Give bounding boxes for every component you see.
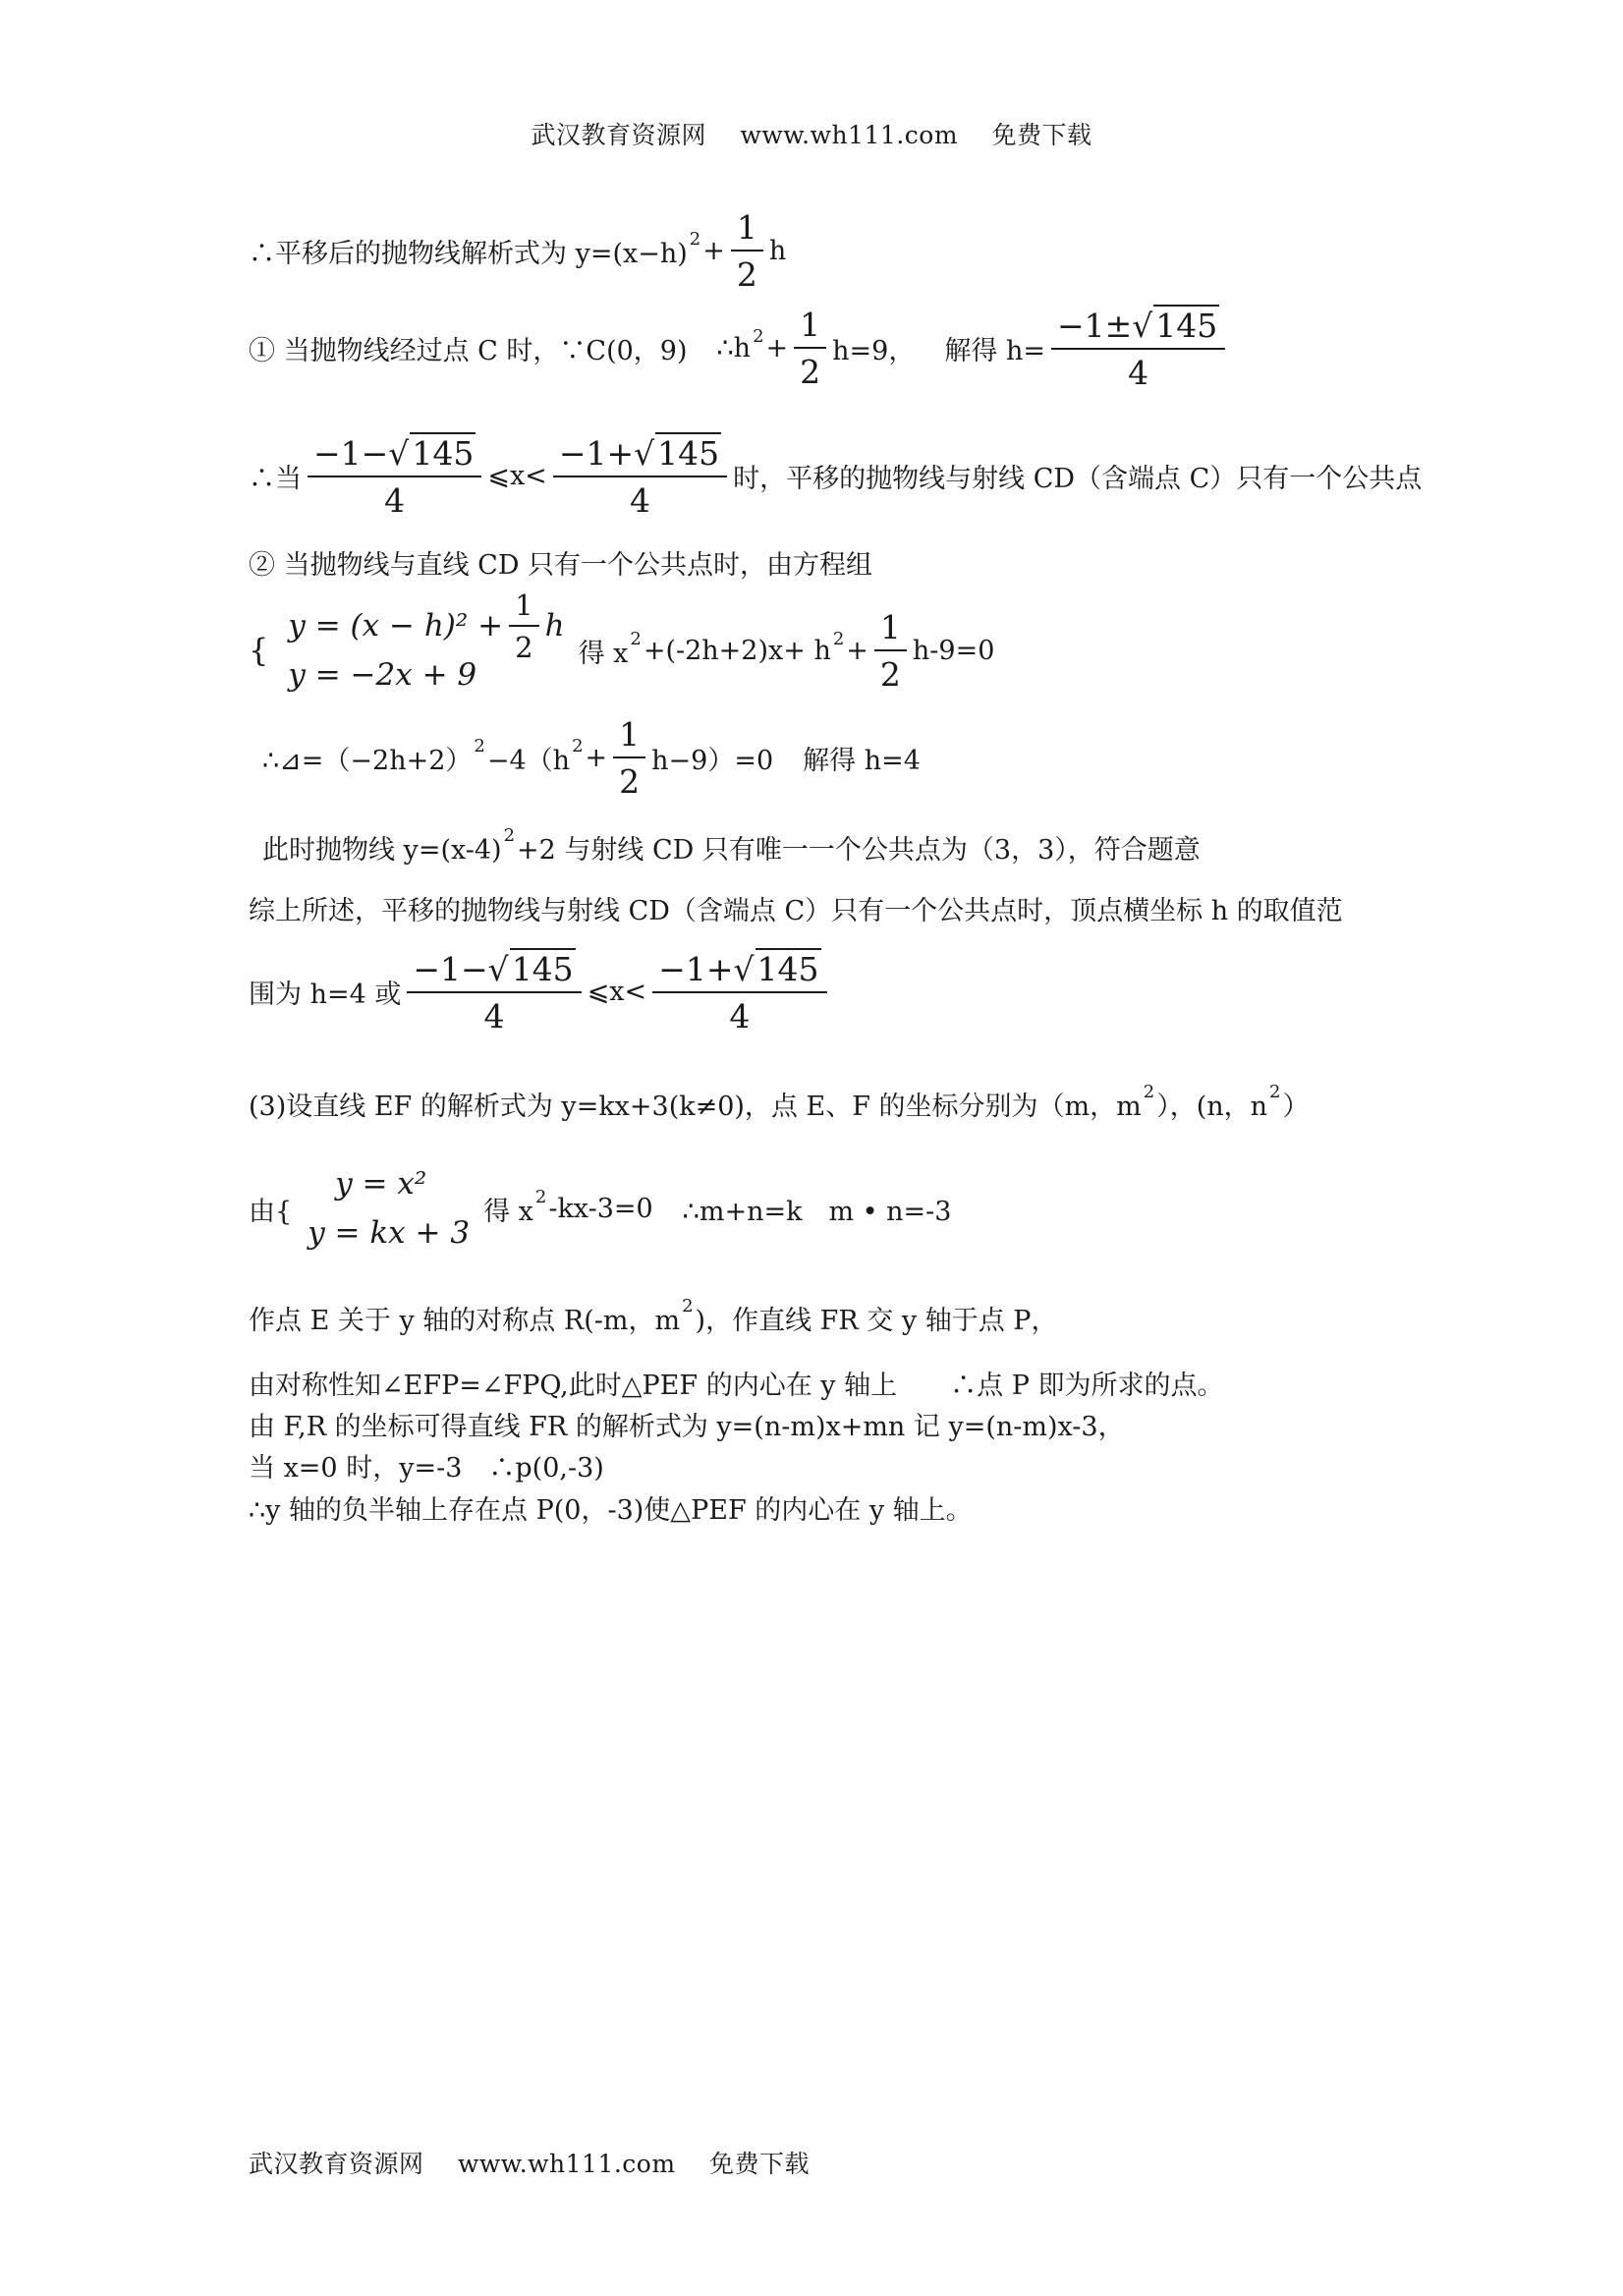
text: ⩽x< [587, 977, 647, 1007]
equation-row: y = x² [335, 1166, 427, 1202]
footer-site: 武汉教育资源网 [249, 2150, 424, 2178]
page-header [0, 116, 1623, 151]
sqrt-icon: √ [634, 434, 655, 473]
text: )，作直线 FR 交 y 轴于点 P， [695, 1306, 1058, 1336]
header-site: 武汉教育资源网 [531, 121, 706, 149]
superscript: 2 [503, 825, 516, 846]
footer-url[interactable]: www.wh111.com [457, 2150, 676, 2178]
fraction-lower [308, 432, 481, 520]
text: ① 当抛物线经过点 C 时，∵C(0，9) [249, 336, 688, 366]
line-case-2 [249, 543, 872, 582]
line-range-final [249, 948, 833, 1036]
sqrt-icon: √ [733, 950, 755, 988]
fraction-half [613, 715, 645, 801]
denominator: 4 [384, 481, 406, 520]
denominator: 2 [619, 762, 641, 801]
radicand: 145 [756, 950, 819, 988]
fraction-half [794, 306, 826, 391]
line-symmetric-point [249, 1296, 1058, 1337]
fraction-upper [652, 948, 826, 1036]
superscript: 2 [753, 326, 764, 347]
line-summary [249, 889, 1343, 927]
numerator: 1 [874, 608, 907, 651]
text: ⩽x< [487, 461, 547, 491]
text: 此时抛物线 y=(x-4) [262, 835, 502, 866]
header-note: 免费下载 [991, 121, 1092, 149]
text: ∴当 [249, 464, 302, 494]
text: h−9）=0 [651, 746, 774, 776]
text: 综上所述，平移的抛物线与射线 CD（含端点 C）只有一个公共点时，顶点横坐标 h 的取值范 [249, 896, 1343, 926]
text: ∴h [716, 333, 752, 364]
text: ∴m+n=k m • n=-3 [682, 1196, 952, 1227]
numerator [308, 432, 481, 477]
equation-row: y = −2x + 9 [288, 657, 477, 693]
fraction-lower [407, 948, 581, 1036]
text: ） [1282, 1092, 1310, 1122]
numerator [407, 948, 581, 993]
numerator [652, 948, 826, 993]
footer-note: 免费下载 [709, 2150, 811, 2178]
numerator-prefix: −1± [1056, 307, 1133, 345]
line-point-p [249, 1446, 604, 1484]
equation-system [308, 1159, 470, 1258]
text: 由{ [249, 1196, 293, 1227]
line-discriminant [249, 715, 921, 801]
numerator [553, 432, 727, 477]
fraction-root [1051, 305, 1225, 392]
text: -kx-3=0 [548, 1193, 653, 1224]
text: 作点 E 关于 y 轴的对称点 R(-m，m [249, 1306, 681, 1336]
line-translated-parabola [249, 208, 786, 294]
text: ），(n，n [1156, 1092, 1268, 1122]
superscript: 2 [630, 628, 642, 649]
text: h [768, 236, 787, 266]
numerator: 1 [731, 208, 763, 252]
line-symmetry [249, 1364, 1223, 1402]
text: + [702, 236, 725, 266]
text: h=9， [832, 336, 916, 366]
text: +2 与射线 CD 只有唯一一个公共点为（3，3），符合题意 [517, 835, 1201, 866]
equation: y = (x − h)² + [288, 608, 504, 644]
numerator-prefix: −1− [413, 950, 488, 988]
radicand: 145 [412, 434, 475, 473]
text: 时，平移的抛物线与射线 CD（含端点 C）只有一个公共点 [733, 464, 1423, 494]
line-unique-point [249, 825, 1201, 867]
header-url[interactable]: www.wh111.com [740, 121, 959, 149]
numerator: 1 [613, 715, 645, 758]
numerator: 1 [509, 588, 538, 627]
fraction-half [731, 208, 763, 294]
text: (3)设直线 EF 的解析式为 y=kx+3(k≠0)，点 E、F 的坐标分别为（m，m [249, 1092, 1142, 1122]
radicand: 145 [511, 950, 574, 988]
denominator: 2 [879, 654, 901, 694]
sqrt-icon: √ [487, 950, 509, 988]
text: + [585, 743, 608, 773]
sqrt-icon: √ [1132, 307, 1153, 345]
line-system-2 [249, 1159, 951, 1258]
line-fr-equation [249, 1405, 1125, 1443]
denominator: 4 [1128, 354, 1149, 392]
numerator-prefix: −1+ [658, 950, 734, 988]
line-case-1 [249, 305, 1231, 392]
text: + [765, 333, 789, 364]
sqrt-icon: √ [388, 434, 410, 473]
superscript: 2 [689, 229, 701, 250]
text: h-9=0 [912, 635, 995, 666]
line-conclusion [249, 1488, 973, 1527]
denominator: 4 [483, 997, 505, 1036]
line-part-3 [249, 1082, 1310, 1123]
text: ∴y 轴的负半轴上存在点 P(0，-3)使△PEF 的内心在 y 轴上。 [249, 1495, 973, 1526]
text: + [846, 635, 868, 666]
text: 由对称性知∠EFP=∠FPQ,此时△PEF 的内心在 y 轴上 ∴点 P 即为所求的点。 [249, 1371, 1224, 1401]
superscript: 2 [534, 1186, 547, 1207]
text: 得 x [483, 1196, 533, 1227]
numerator-prefix: −1+ [558, 434, 635, 473]
radicand: 145 [657, 434, 720, 473]
denominator: 2 [515, 630, 533, 664]
text: 得 x [578, 638, 629, 669]
text: ∴⊿=（−2h+2） [262, 746, 473, 776]
equation: h [544, 608, 565, 644]
equation-row: y = kx + 3 [308, 1215, 471, 1251]
page-footer [249, 2145, 810, 2180]
denominator: 2 [736, 255, 757, 294]
text: 解得 h=4 [803, 746, 921, 776]
text: 由 F,R 的坐标可得直线 FR 的解析式为 y=(n-m)x+mn 记 y=(n-m)x-3， [249, 1412, 1125, 1442]
superscript: 2 [572, 736, 584, 756]
text: 围为 h=4 或 [249, 980, 402, 1010]
superscript: 2 [1143, 1082, 1155, 1102]
numerator-prefix: −1− [313, 434, 389, 473]
superscript: 2 [474, 736, 485, 756]
radicand: 145 [1155, 307, 1218, 345]
equation-system [288, 588, 565, 700]
denominator: 4 [629, 481, 650, 520]
superscript: 2 [682, 1296, 694, 1316]
text: 解得 h= [944, 336, 1045, 366]
line-system-1 [249, 588, 995, 700]
numerator: 1 [794, 306, 826, 349]
brace: { [249, 632, 269, 669]
text: +(-2h+2)x+ h [643, 635, 831, 666]
fraction-upper [553, 432, 727, 520]
text: ∴平移后的抛物线解析式为 y=(x−h) [249, 239, 688, 269]
fraction-half [874, 608, 907, 694]
numerator [1051, 305, 1225, 350]
text: −4（h [486, 746, 571, 776]
text: ② 当抛物线与直线 CD 只有一个公共点时，由方程组 [249, 550, 873, 581]
superscript: 2 [1269, 1082, 1281, 1102]
line-range-1 [249, 432, 1422, 520]
equation-row [288, 588, 565, 664]
denominator: 2 [800, 353, 821, 391]
superscript: 2 [832, 628, 845, 649]
text: 当 x=0 时，y=-3 ∴p(0,-3) [249, 1453, 604, 1484]
denominator: 4 [729, 997, 751, 1036]
